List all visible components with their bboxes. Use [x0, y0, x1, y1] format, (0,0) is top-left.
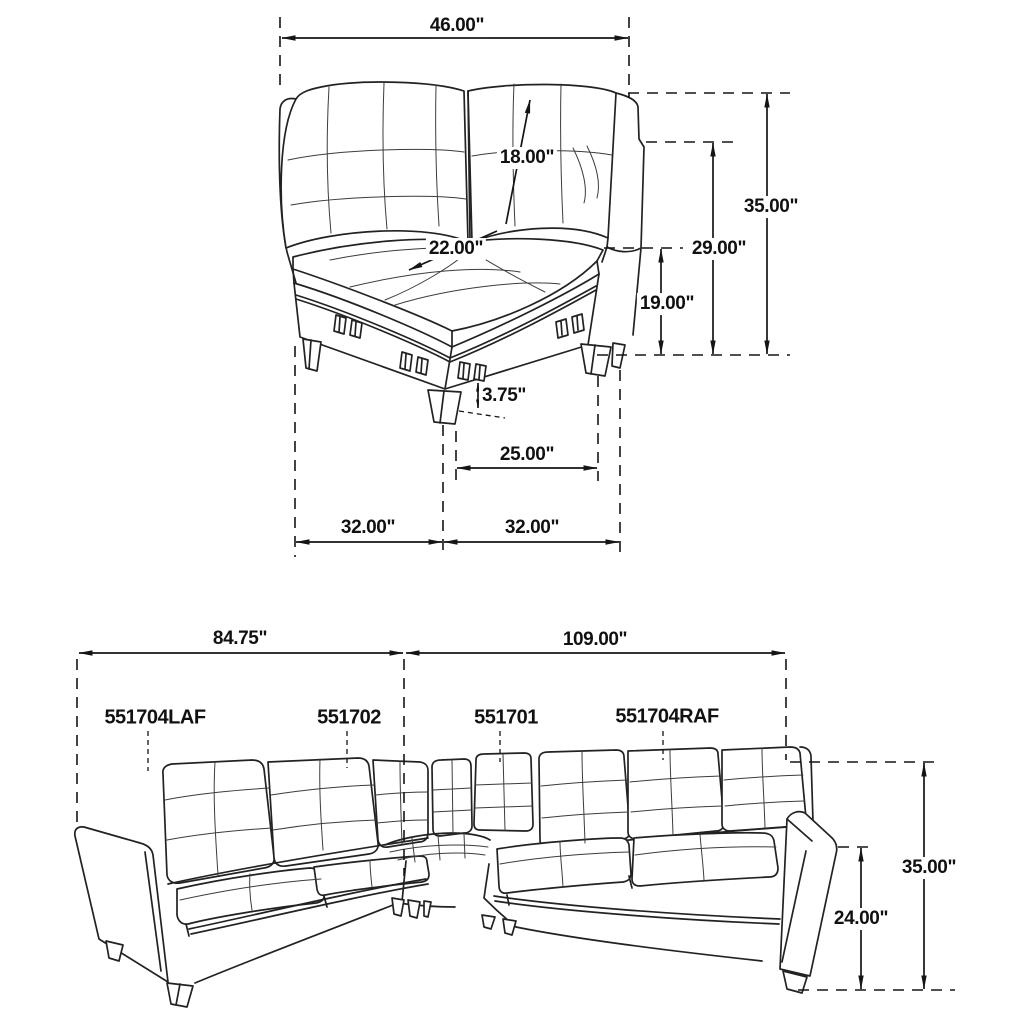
dim-leg-height-label: 3.75" — [479, 385, 529, 407]
dim-seat-depth-label: 22.00" — [426, 238, 486, 260]
dim-back-height-label: 29.00" — [689, 238, 749, 260]
dim-right-section-width-label: 109.00" — [560, 629, 630, 651]
dim-sectional-arm-height-label: 24.00" — [831, 908, 891, 930]
sectional-sofa-drawing — [75, 747, 837, 1007]
dim-back-cushion-label: 18.00" — [497, 147, 557, 169]
dim-front-width-label: 25.00" — [497, 444, 557, 466]
dim-seat-height-label: 19.00" — [637, 293, 697, 315]
part-label-551704raf: 551704RAF — [612, 706, 721, 729]
dim-left-section-width-label: 84.75" — [210, 628, 270, 650]
dim-sectional-height-label: 35.00" — [899, 857, 959, 879]
dim-top-width-label: 46.00" — [427, 15, 487, 37]
dim-overall-height-label: 35.00" — [741, 196, 801, 218]
dim-left-floor-width-label: 32.00" — [338, 517, 398, 539]
part-label-551701: 551701 — [471, 707, 541, 730]
part-label-551704laf: 551704LAF — [101, 707, 208, 730]
dim-right-floor-width-label: 32.00" — [502, 517, 562, 539]
part-label-551702: 551702 — [314, 707, 384, 730]
